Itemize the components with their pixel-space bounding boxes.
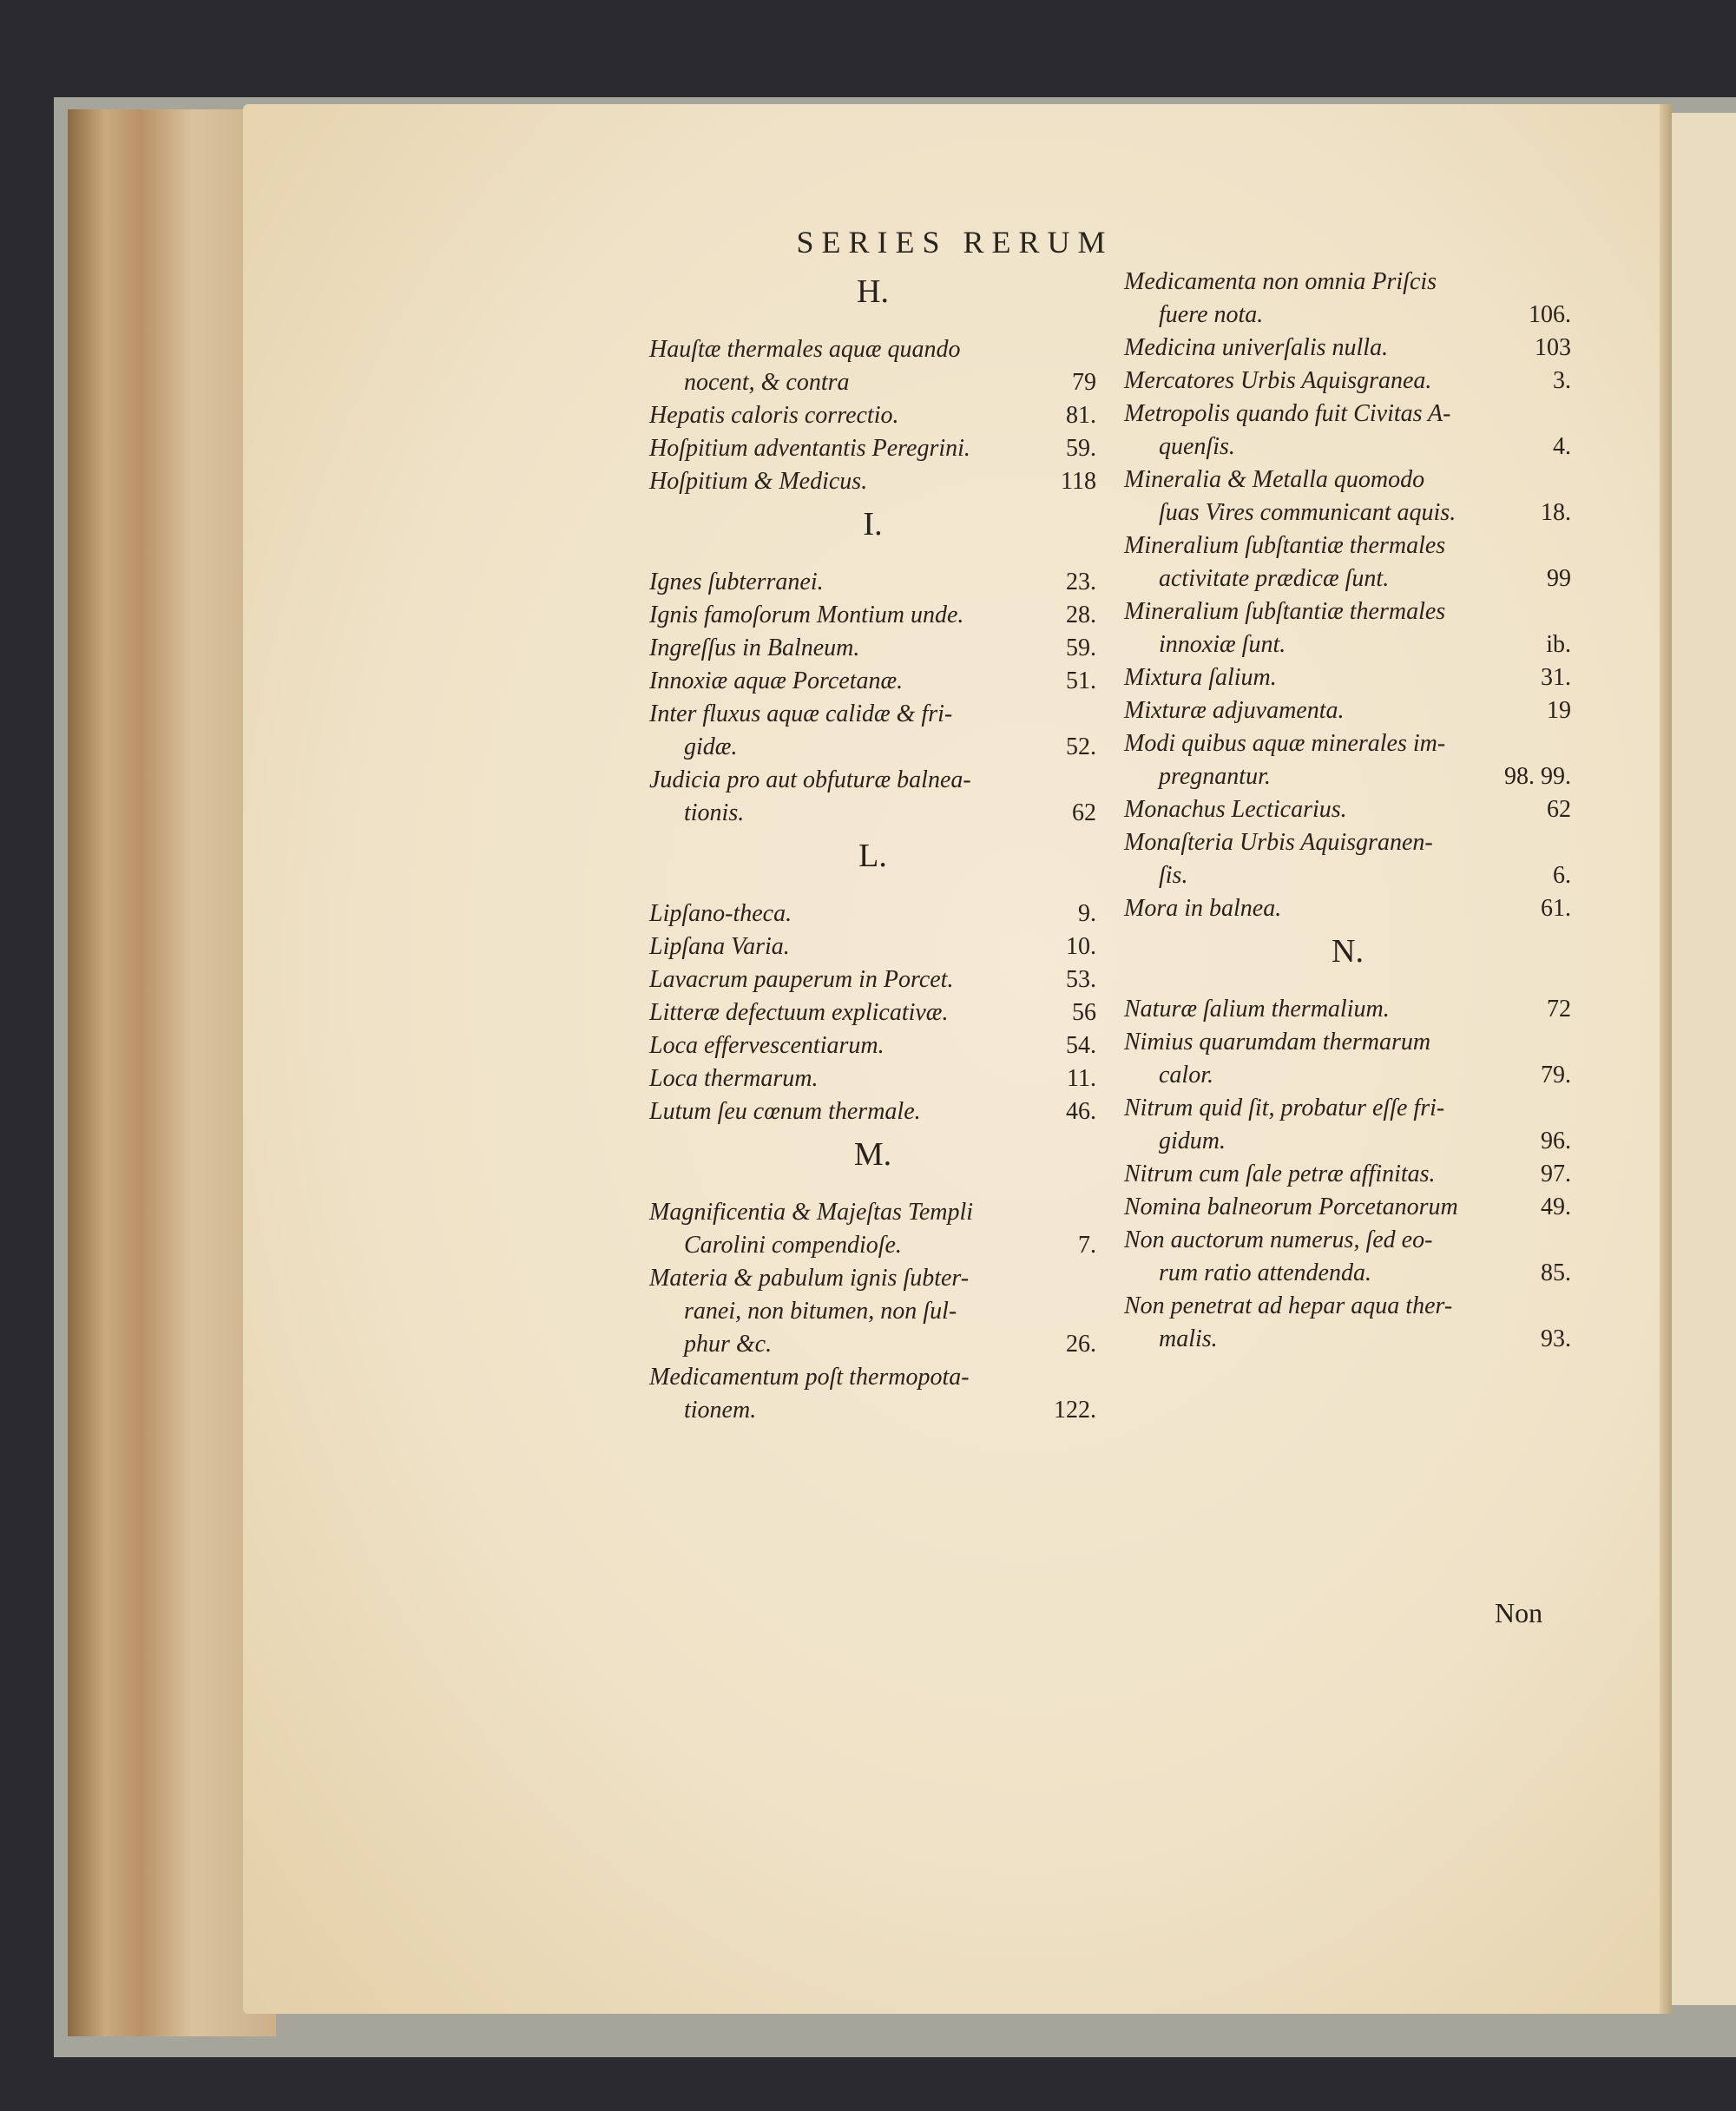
entry-text: activitate prædicæ ſunt. bbox=[1159, 565, 1390, 592]
index-entry-line bbox=[1124, 497, 1571, 529]
section-letter: M. bbox=[853, 1136, 892, 1173]
index-entry-line bbox=[649, 632, 1096, 665]
entry-text: Mineralium ſubſtantiæ thermales bbox=[1124, 598, 1446, 625]
index-entry-line bbox=[649, 599, 1096, 632]
index-entry-line bbox=[1124, 266, 1571, 299]
facing-page-edge bbox=[1672, 113, 1736, 2005]
page-reference: 85. bbox=[1541, 1259, 1571, 1286]
index-entry-line bbox=[1124, 661, 1571, 694]
page-reference: 3. bbox=[1553, 367, 1571, 394]
page-reference: 51. bbox=[1066, 667, 1096, 694]
entry-text: rum ratio attendenda. bbox=[1159, 1259, 1371, 1286]
index-entry-line bbox=[1124, 431, 1571, 464]
index-entry-line bbox=[649, 366, 1096, 399]
entry-text: ſis. bbox=[1159, 862, 1188, 889]
page-reference: 59. bbox=[1066, 635, 1096, 661]
entry-text: quenſis. bbox=[1159, 433, 1235, 460]
index-entry-line bbox=[649, 1262, 1096, 1295]
entry-text: Non penetrat ad hepar aqua ther- bbox=[1124, 1292, 1453, 1319]
index-entry-line bbox=[1124, 562, 1571, 595]
entry-text: Modi quibus aquæ minerales im- bbox=[1124, 730, 1446, 757]
index-entry-line bbox=[1124, 727, 1571, 760]
entry-text: Ingreſſus in Balneum. bbox=[649, 635, 860, 661]
index-entry-line bbox=[649, 1328, 1096, 1361]
entry-text: phur &c. bbox=[684, 1331, 773, 1358]
page-reference: 122. bbox=[1054, 1397, 1096, 1424]
index-entry-line bbox=[649, 566, 1096, 599]
page-reference: 99 bbox=[1547, 565, 1571, 592]
entry-text: Loca effervescentiarum. bbox=[649, 1032, 884, 1059]
page-reference: 97. bbox=[1541, 1161, 1571, 1187]
index-entry-line bbox=[649, 1196, 1096, 1229]
index-entry-line bbox=[1124, 1092, 1571, 1125]
index-entry-line bbox=[649, 333, 1096, 366]
entry-text: Litteræ defectuum explicativæ. bbox=[649, 999, 949, 1026]
entry-text: tionem. bbox=[684, 1397, 757, 1424]
entry-text: Hauſtæ thermales aquæ quando bbox=[649, 336, 961, 363]
index-entry-line bbox=[1124, 529, 1571, 562]
index-entry-line bbox=[1124, 1191, 1571, 1224]
page-reference: 10. bbox=[1066, 933, 1096, 960]
index-entry-line bbox=[649, 665, 1096, 698]
entry-text: Innoxiæ aquæ Porcetanæ. bbox=[649, 667, 904, 694]
index-entry-line bbox=[649, 898, 1096, 931]
entry-text: Lavacrum pauperum in Porcet. bbox=[649, 966, 954, 993]
entry-text: Lipſana Varia. bbox=[649, 933, 790, 960]
page-reference: 79. bbox=[1541, 1062, 1571, 1088]
entry-text: Hoſpitium & Medicus. bbox=[649, 468, 868, 495]
index-entry-line bbox=[649, 764, 1096, 797]
index-entry-line bbox=[649, 1229, 1096, 1262]
entry-text: Lutum ſeu cœnum thermale. bbox=[649, 1098, 921, 1125]
entry-text: Monachus Lecticarius. bbox=[1124, 796, 1347, 823]
entry-text: Magnificentia & Majeſtas Templi bbox=[649, 1199, 974, 1226]
entry-text: calor. bbox=[1159, 1062, 1213, 1088]
index-entry-line bbox=[649, 996, 1096, 1029]
gutter bbox=[1660, 104, 1672, 2014]
page-reference: 62 bbox=[1547, 796, 1571, 823]
entry-text: Non auctorum numerus, ſed eo- bbox=[1124, 1226, 1433, 1253]
page-reference: 19 bbox=[1547, 697, 1571, 724]
page-reference: 56 bbox=[1072, 999, 1096, 1026]
index-entry-line bbox=[1124, 628, 1571, 661]
page-reference: 46. bbox=[1066, 1098, 1096, 1125]
index-entry-line bbox=[1124, 1059, 1571, 1092]
index-entry-line bbox=[649, 1295, 1096, 1328]
page-reference: 54. bbox=[1066, 1032, 1096, 1059]
entry-text: Mixtura ſalium. bbox=[1124, 664, 1277, 691]
index-entry-line bbox=[1124, 464, 1571, 497]
entry-text: ſuas Vires communicant aquis. bbox=[1159, 499, 1457, 526]
entry-text: Nitrum cum ſale petræ affinitas. bbox=[1124, 1161, 1436, 1187]
index-entry-line bbox=[1124, 1158, 1571, 1191]
index-column-right bbox=[1124, 266, 1571, 1356]
index-entry-line bbox=[1124, 332, 1571, 365]
index-entry-line bbox=[1124, 859, 1571, 892]
entry-text: Monaſteria Urbis Aquisgranen- bbox=[1124, 829, 1433, 856]
entry-text: Medicina univerſalis nulla. bbox=[1124, 334, 1389, 361]
page-reference: 93. bbox=[1541, 1325, 1571, 1352]
index-entry-line bbox=[1124, 826, 1571, 859]
page-reference: 98. 99. bbox=[1504, 763, 1571, 790]
index-entry-line bbox=[1124, 993, 1571, 1026]
page-reference: 106. bbox=[1529, 301, 1571, 328]
entry-text: Loca thermarum. bbox=[649, 1065, 819, 1092]
page-reference: 18. bbox=[1541, 499, 1571, 526]
index-entry-line bbox=[1124, 365, 1571, 398]
section-letter: N. bbox=[1332, 933, 1364, 970]
page-reference: 31. bbox=[1541, 664, 1571, 691]
page-reference: 23. bbox=[1066, 569, 1096, 595]
page-reference: 118 bbox=[1061, 468, 1096, 495]
index-entry-line bbox=[1124, 1125, 1571, 1158]
index-entry-line bbox=[649, 1394, 1096, 1427]
entry-text: Nimius quarumdam thermarum bbox=[1124, 1029, 1431, 1056]
page-reference: 11. bbox=[1067, 1065, 1096, 1092]
page-reference: 72 bbox=[1547, 996, 1571, 1023]
entry-text: Ignis famoſorum Montium unde. bbox=[649, 602, 964, 628]
index-entry-line bbox=[649, 931, 1096, 963]
entry-text: Judicia pro aut obfuturæ balnea- bbox=[649, 766, 971, 793]
entry-text: Medicamenta non omnia Priſcis bbox=[1124, 268, 1437, 295]
page-reference: ib. bbox=[1546, 631, 1571, 658]
index-column-left bbox=[649, 266, 1096, 1427]
page-reference: 96. bbox=[1541, 1128, 1571, 1154]
page-reference: 52. bbox=[1066, 733, 1096, 760]
index-entry-line bbox=[1124, 1224, 1571, 1257]
catchword: Non bbox=[1495, 1597, 1543, 1628]
page-reference: 9. bbox=[1078, 900, 1096, 927]
index-entry-line bbox=[649, 432, 1096, 465]
index-entry-line bbox=[649, 465, 1096, 498]
index-entry-line bbox=[649, 797, 1096, 830]
page-reference: 53. bbox=[1066, 966, 1096, 993]
entry-text: Materia & pabulum ignis ſubter- bbox=[649, 1265, 970, 1292]
index-entry-line bbox=[1124, 1290, 1571, 1323]
index-entry-line bbox=[649, 1062, 1096, 1095]
entry-text: Nitrum quid ſit, probatur eſſe fri- bbox=[1124, 1095, 1445, 1121]
page-reference: 103 bbox=[1535, 334, 1571, 361]
section-letter: I. bbox=[863, 506, 883, 543]
page-reference: 6. bbox=[1553, 862, 1571, 889]
index-entry-line bbox=[649, 1095, 1096, 1128]
index-entry-line bbox=[1124, 1257, 1571, 1290]
page-reference: 62 bbox=[1072, 799, 1096, 826]
page-reference: 28. bbox=[1066, 602, 1096, 628]
entry-text: Inter fluxus aquæ calidæ & fri- bbox=[649, 700, 953, 727]
page-reference: 26. bbox=[1066, 1331, 1096, 1358]
entry-text: Medicamentum poſt thermopota- bbox=[649, 1364, 970, 1391]
page-reference: 7. bbox=[1078, 1232, 1096, 1259]
entry-text: gidum. bbox=[1159, 1128, 1226, 1154]
entry-text: innoxiæ ſunt. bbox=[1159, 631, 1286, 658]
index-entry-line bbox=[1124, 793, 1571, 826]
index-entry-line bbox=[1124, 892, 1571, 925]
index-entry-line bbox=[649, 963, 1096, 996]
index-entry-line bbox=[1124, 1323, 1571, 1356]
section-letter: L. bbox=[858, 838, 887, 874]
entry-text: Ignes ſubterranei. bbox=[649, 569, 824, 595]
entry-text: malis. bbox=[1159, 1325, 1218, 1352]
entry-text: Mora in balnea. bbox=[1124, 895, 1282, 922]
page-reference: 81. bbox=[1066, 402, 1096, 429]
entry-text: Naturæ ſalium thermalium. bbox=[1124, 996, 1390, 1023]
page-reference: 4. bbox=[1553, 433, 1571, 460]
entry-text: Carolini compendioſe. bbox=[684, 1232, 902, 1259]
entry-text: tionis. bbox=[684, 799, 745, 826]
entry-text: Lipſano-theca. bbox=[649, 900, 792, 927]
index-entry-line bbox=[649, 1361, 1096, 1394]
page-reference: 79 bbox=[1072, 369, 1096, 396]
entry-text: Mercatores Urbis Aquisgranea. bbox=[1124, 367, 1432, 394]
entry-text: Nomina balneorum Porcetanorum bbox=[1124, 1194, 1458, 1220]
index-entry-line bbox=[1124, 595, 1571, 628]
index-entry-line bbox=[649, 731, 1096, 764]
entry-text: Hepatis caloris correctio. bbox=[649, 402, 899, 429]
entry-text: fuere nota. bbox=[1159, 301, 1264, 328]
index-entry-line bbox=[1124, 760, 1571, 793]
index-entry-line bbox=[649, 1029, 1096, 1062]
index-entry-line bbox=[649, 698, 1096, 731]
entry-text: Mixturæ adjuvamenta. bbox=[1124, 697, 1345, 724]
entry-text: Metropolis quando fuit Civitas A- bbox=[1124, 400, 1451, 427]
page-reference: 49. bbox=[1541, 1194, 1571, 1220]
entry-text: Hoſpitium adventantis Peregrini. bbox=[649, 435, 970, 462]
entry-text: pregnantur. bbox=[1159, 763, 1271, 790]
entry-text: nocent, & contra bbox=[684, 369, 850, 396]
page-reference: 59. bbox=[1066, 435, 1096, 462]
entry-text: Mineralium ſubſtantiæ thermales bbox=[1124, 532, 1446, 559]
index-entry-line bbox=[1124, 398, 1571, 431]
page-reference: 61. bbox=[1541, 895, 1571, 922]
index-entry-line bbox=[1124, 1026, 1571, 1059]
index-entry-line bbox=[649, 399, 1096, 432]
index-entry-line bbox=[1124, 694, 1571, 727]
entry-text: ranei, non bitumen, non ſul- bbox=[684, 1298, 957, 1325]
running-head: SERIES RERUM bbox=[796, 225, 1114, 260]
section-letter: H. bbox=[857, 273, 889, 310]
entry-text: gidæ. bbox=[684, 733, 738, 760]
entry-text: Mineralia & Metalla quomodo bbox=[1124, 466, 1425, 493]
index-entry-line bbox=[1124, 299, 1571, 332]
